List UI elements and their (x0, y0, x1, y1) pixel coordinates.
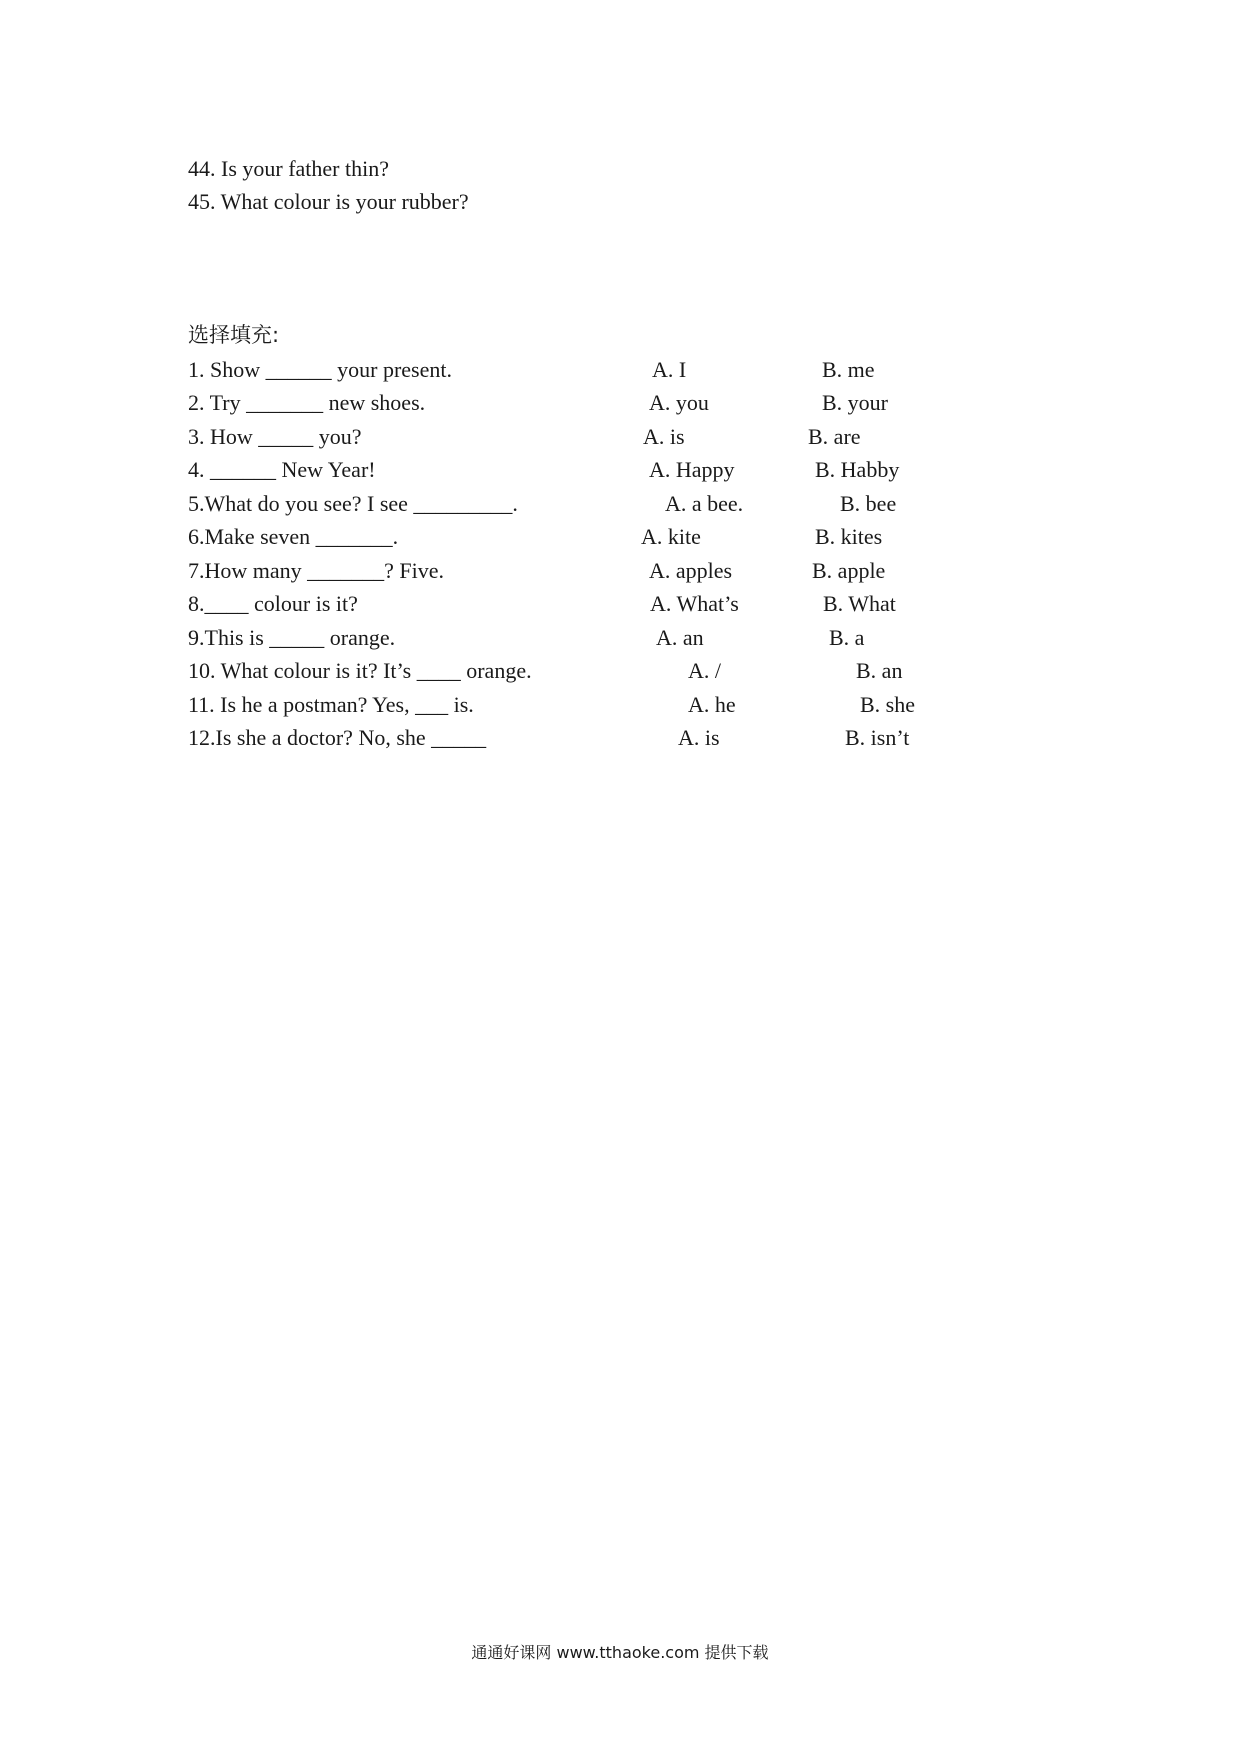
item-option-a: A. I (652, 357, 687, 382)
item-option-b: B. are (808, 424, 861, 449)
item-option-b: B. an (856, 658, 903, 683)
item-question: 11. Is he a postman? Yes, ___ is. (188, 692, 474, 717)
section-heading: 选择填充: (188, 323, 280, 347)
item-question: 7.How many _______? Five. (188, 558, 445, 583)
item-option-b: B. she (860, 692, 915, 717)
question-44: 44. Is your father thin? (188, 156, 389, 181)
item-option-a: A. an (656, 625, 704, 650)
item-question: 6.Make seven _______. (188, 524, 399, 549)
item-question: 8.____ colour is it? (188, 591, 358, 616)
item-option-a: A. What’s (650, 591, 739, 616)
item-option-b: B. What (823, 591, 896, 616)
item-option-b: B. apple (812, 558, 886, 583)
item-question: 4. ______ New Year! (188, 457, 376, 482)
item-option-a: A. you (649, 390, 709, 415)
item-option-b: B. your (822, 390, 888, 415)
item-question: 12.Is she a doctor? No, she _____ (188, 725, 487, 750)
item-option-a: A. kite (641, 524, 701, 549)
item-option-a: A. Happy (649, 457, 735, 482)
item-question: 9.This is _____ orange. (188, 625, 396, 650)
item-option-a: A. apples (649, 558, 733, 583)
item-option-a: A. / (688, 658, 721, 683)
item-option-a: A. a bee. (665, 491, 744, 516)
footer-credit: 通通好课网 www.tthaoke.com 提供下载 (471, 1643, 769, 1662)
question-45: 45. What colour is your rubber? (188, 189, 469, 214)
item-option-a: A. is (643, 424, 685, 449)
item-question: 1. Show ______ your present. (188, 357, 452, 382)
item-option-b: B. me (822, 357, 875, 382)
item-question: 5.What do you see? I see _________. (188, 491, 518, 516)
item-option-b: B. bee (840, 491, 897, 516)
item-question: 2. Try _______ new shoes. (188, 390, 426, 415)
item-option-b: B. a (829, 625, 865, 650)
item-question: 3. How _____ you? (188, 424, 362, 449)
item-question: 10. What colour is it? It’s ____ orange. (188, 658, 532, 683)
item-option-b: B. kites (815, 524, 883, 549)
item-option-a: A. is (678, 725, 720, 750)
item-option-b: B. isn’t (845, 725, 910, 750)
item-option-b: B. Habby (815, 457, 900, 482)
item-option-a: A. he (688, 692, 736, 717)
